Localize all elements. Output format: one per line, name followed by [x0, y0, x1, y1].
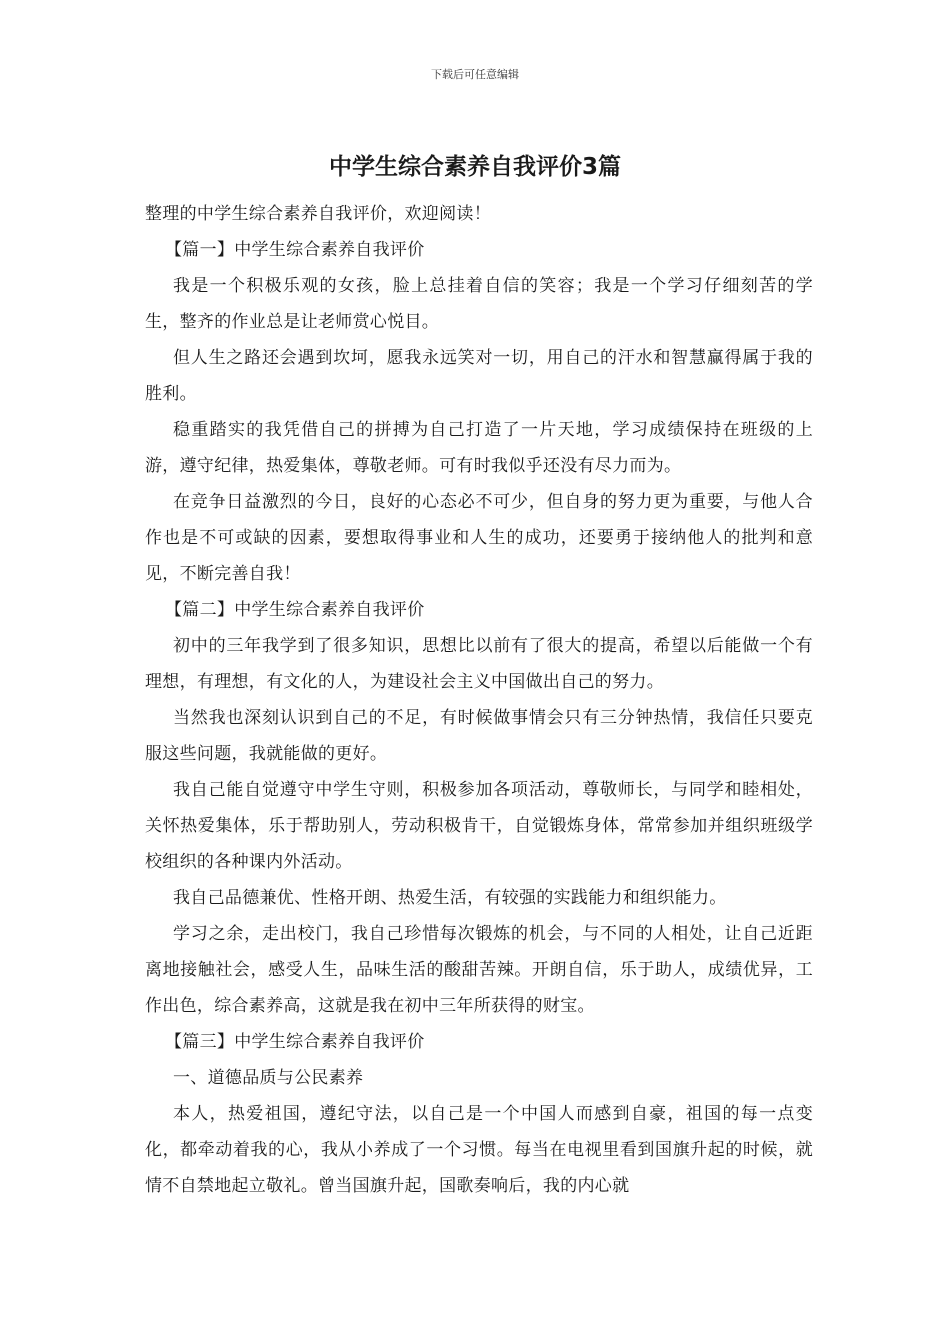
paragraph: 我自己品德兼优、性格开朗、热爱生活，有较强的实践能力和组织能力。 — [173, 888, 727, 908]
intro-paragraph: 整理的中学生综合素养自我评价，欢迎阅读！ — [145, 204, 491, 224]
section-heading-3: 【篇三】中学生综合素养自我评价 — [165, 1032, 425, 1052]
paragraph: 当然我也深刻认识到自己的不足，有时候做事情会只有三分钟热情，我信任只要克服这些问题，我就能做的更好。 — [145, 708, 813, 764]
page-header-note: 下载后可任意编辑 — [431, 68, 519, 81]
paragraph: 在竞争日益激烈的今日，良好的心态必不可少，但自身的努力更为重要，与他人合作也是不可或缺的因素，要想取得事业和人生的成功，还要勇于接纳他人的批判和意见，不断完善自我！ — [145, 492, 813, 584]
paragraph: 本人，热爱祖国，遵纪守法，以自己是一个中国人而感到自豪，祖国的每一点变化，都牵动着我的心，我从小养成了一个习惯。每当在电视里看到国旗升起的时候，就情不自禁地起立敬礼。曾当国旗升起，国歌奏响后，我的内心就 — [145, 1104, 813, 1196]
subheading: 一、道德品质与公民素养 — [173, 1068, 364, 1088]
paragraph: 我自己能自觉遵守中学生守则，积极参加各项活动，尊敬师长，与同学和睦相处，关怀热爱集体，乐于帮助别人，劳动积极肯干，自觉锻炼身体，常常参加并组织班级学校组织的各种课内外活动。 — [145, 780, 813, 872]
paragraph: 我是一个积极乐观的女孩，脸上总挂着自信的笑容；我是一个学习仔细刻苦的学生，整齐的作业总是让老师赏心悦目。 — [145, 276, 813, 332]
paragraph: 但人生之路还会遇到坎坷，愿我永远笑对一切，用自己的汗水和智慧赢得属于我的胜利。 — [145, 348, 813, 404]
paragraph: 学习之余，走出校门，我自己珍惜每次锻炼的机会，与不同的人相处，让自己近距离地接触社会，感受人生，品味生活的酸甜苦辣。开朗自信，乐于助人，成绩优异，工作出色，综合素养高，这就是我在初中三年所获得的财宝。 — [145, 924, 813, 1016]
section-heading-1: 【篇一】中学生综合素养自我评价 — [165, 240, 425, 260]
paragraph: 稳重踏实的我凭借自己的拼搏为自己打造了一片天地，学习成绩保持在班级的上游，遵守纪律，热爱集体，尊敬老师。可有时我似乎还没有尽力而为。 — [145, 420, 813, 476]
document-title: 中学生综合素养自我评价3篇 — [328, 154, 621, 180]
document-body — [145, 196, 813, 1204]
section-heading-2: 【篇二】中学生综合素养自我评价 — [165, 600, 425, 620]
paragraph: 初中的三年我学到了很多知识，思想比以前有了很大的提高，希望以后能做一个有理想，有理想，有文化的人，为建设社会主义中国做出自己的努力。 — [145, 636, 813, 692]
